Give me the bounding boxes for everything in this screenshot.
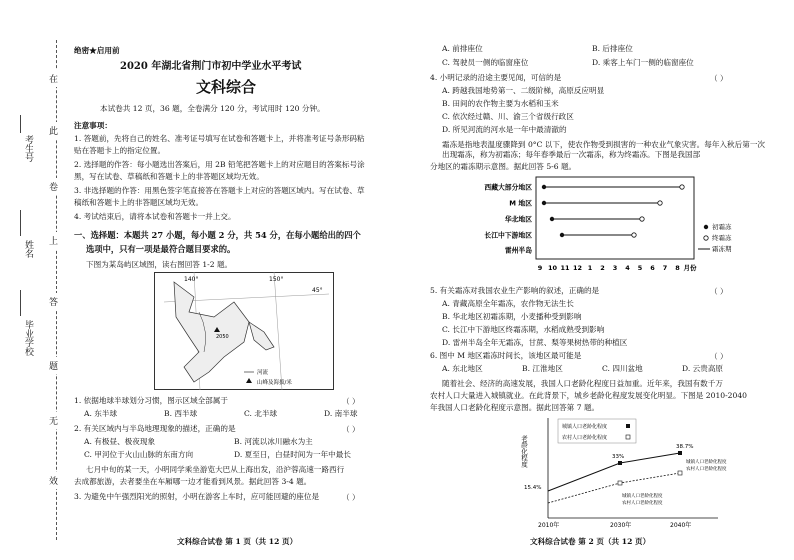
q1-option-c[interactable]: C. 北半球 <box>244 409 278 418</box>
frost-month-tick: 9 <box>537 264 543 272</box>
first-frost-point <box>542 185 546 189</box>
notice-line: 4. 考试结束后，请将本试卷和答题卡一并上交。 <box>74 212 236 221</box>
frost-month-tick: 10 <box>547 264 558 272</box>
frost-region-label: M 地区 <box>509 199 532 208</box>
question-1: 1. 依据地球半球划分习惯，图示区域全部属于 <box>74 396 228 405</box>
frost-region-label: 长江中下游地区 <box>484 231 532 240</box>
q6-option-b[interactable]: B. 江淮地区 <box>522 364 563 373</box>
frost-month-tick: 12 <box>572 264 583 272</box>
aging-x-tick: 2030年 <box>610 522 632 529</box>
frost-month-tick: 5 <box>637 264 643 272</box>
passage-2: 霜冻是指地表温度骤降到 0°C 以下，使农作物受到损害的一种农业气象灾害。每年入秋后第一次出现霜冻，称为初霜冻；每年春季最后一次霜冻，称为终霜冻。下图是我国部 <box>442 140 766 159</box>
margin-char: 题 <box>49 357 58 374</box>
margin-label-exam-no: 考生号 <box>23 135 33 162</box>
first-frost-point <box>560 233 564 237</box>
question-3: 3. 为避免中午强烈阳光的照射，小明在游客上车时，应可能回避的座位是 <box>74 492 320 501</box>
notice-line: 贴在答题卡上的指定位置。 <box>74 146 166 155</box>
aging-legend-rural: 农村人口老龄化程度 <box>562 435 608 441</box>
margin-label-school: 毕业学校 <box>23 320 33 356</box>
frost-month-tick: 4 <box>625 264 630 272</box>
passage-2b: 分地区的霜冻期示意图。据此回答 5-6 题。 <box>430 162 577 171</box>
frost-month-tick: 3 <box>612 264 618 272</box>
exam-page-1 <box>72 0 402 560</box>
frost-period-chart <box>460 175 756 280</box>
page-footer: 文科综合试卷 第 1 页（共 12 页） <box>177 537 298 546</box>
question-4: 4. 小明记录的沿途主要见闻，可信的是 <box>430 73 562 82</box>
passage-1b: 去成都旅游，去者要坐在车厢哪一边才能看到风景。据此回答 3-4 题。 <box>74 477 312 486</box>
passage-3b: 农村人口大量进入城镇就业。在此背景下，城乡老龄化程度发展变化明显。下图是 2010-2040 <box>430 391 748 400</box>
frost-month-tick: 2 <box>600 264 605 272</box>
q5-option-d[interactable]: D. 雷州半岛全年无霜冻，甘蔗、梨等果树热带的种植区 <box>442 338 628 347</box>
q3-options-row1 <box>442 44 742 54</box>
margin-label-name: 姓名 <box>23 240 33 258</box>
aging-x-tick: 2010年 <box>538 522 560 529</box>
q6-option-a[interactable]: A. 东北地区 <box>442 364 483 373</box>
q2-option-b[interactable]: B. 河流以冰川融水为主 <box>234 437 313 446</box>
map-lon-label: 150° <box>269 276 284 283</box>
margin-char: 无 <box>49 412 58 429</box>
map-peak-label: 2050 <box>216 334 229 340</box>
margin-char: 答 <box>49 293 58 310</box>
aging-chart <box>520 413 727 533</box>
q5-option-b[interactable]: B. 华北地区初霜冻期，小麦播种受到影响 <box>442 312 582 321</box>
frost-month-tick: 月份 <box>683 264 697 272</box>
last-frost-point <box>632 233 636 237</box>
q2-options-row2 <box>84 450 384 460</box>
q4-option-d[interactable]: D. 所见河流的河水是一年中最清澈的 <box>442 125 567 134</box>
frost-region-label: 华北地区 <box>504 215 532 224</box>
q6-options <box>442 364 762 374</box>
margin-char: 卷 <box>49 178 58 195</box>
map-lon-label: 140° <box>184 276 199 283</box>
map-lat-label: 45° <box>312 287 323 294</box>
answer-paren: （ ） <box>342 425 360 434</box>
map-legend-peak: 山峰及海拔/米 <box>257 380 292 386</box>
q4-option-a[interactable]: A. 跨越我国地势第一、二级阶梯，高原反应明显 <box>442 86 605 95</box>
last-frost-point <box>640 217 644 221</box>
first-frost-point <box>542 201 546 205</box>
aging-label: 38.7% <box>676 444 694 450</box>
frost-region-label: 西藏大部分地区 <box>484 183 532 192</box>
passage-3: 随着社会、经济的高速发展，我国人口老龄化程度日益加重。近年来，我国有数千万 <box>442 379 723 388</box>
margin-char: 上 <box>49 232 58 249</box>
answer-paren: （ ） <box>710 287 728 296</box>
map-intro: 下图为某岛屿区域图，读右图回答 1-2 题。 <box>86 260 233 269</box>
binding-line <box>56 40 57 540</box>
frost-month-tick: 11 <box>560 264 570 272</box>
passage-1: 七月中旬的某一天，小明同学乘坐游览大巴从上海出发，沿沪蓉高速一路西行 <box>86 465 345 474</box>
first-frost-point <box>550 217 554 221</box>
frost-month-tick: 1 <box>587 264 593 272</box>
page-footer: 文科综合试卷 第 2 页（共 12 页） <box>530 537 651 546</box>
island-map <box>154 272 334 390</box>
aging-label: 农村人口老龄化程度 <box>622 501 663 506</box>
q3-option-d[interactable]: D. 乘客上车门一侧的临窗座位 <box>592 58 694 67</box>
notice-line: 黑，写在试卷、草稿纸和答题卡上的非答题区域均无效。 <box>74 172 264 181</box>
q4-option-b[interactable]: B. 田间的农作物主要为水稻和玉米 <box>442 99 559 108</box>
last-frost-point <box>658 201 662 205</box>
exam-intro: 本试卷共 12 页，36 题，全卷满分 120 分，考试用时 120 分钟。 <box>100 104 325 113</box>
aging-label: 33% <box>612 454 625 460</box>
answer-paren: （ ） <box>710 74 728 83</box>
q2-option-d[interactable]: D. 夏至日，白昼时间为一年中最长 <box>234 450 351 459</box>
secret-label: 绝密★启用前 <box>74 46 120 55</box>
q5-option-a[interactable]: A. 青藏高原全年霜冻，农作物无法生长 <box>442 299 574 308</box>
answer-paren: （ ） <box>710 352 728 361</box>
aging-label: 城镇人口老龄化程度 <box>622 494 663 499</box>
exam-title: 2020 年湖北省荆门市初中学业水平考试 <box>120 61 302 72</box>
legend-frost-period: 霜冻期 <box>712 245 732 253</box>
notice-line: 稿纸和答题卡上的非答题区域均无效。 <box>74 198 204 207</box>
q3-option-c[interactable]: C. 驾驶员一侧的临窗座位 <box>442 58 529 67</box>
aging-legend-urban: 城镇人口老龄化程度 <box>562 424 608 430</box>
map-legend-river: 河流 <box>257 370 269 376</box>
legend-last-frost: 终霜冻 <box>712 234 732 242</box>
notice-line: 1. 答题前，先将自己的姓名、准考证号填写在试卷和答题卡上，并将准考证号条形码粘 <box>74 134 365 143</box>
exam-page-2 <box>420 0 770 560</box>
aging-y-label: 老龄化程度 <box>520 435 528 468</box>
exam-subject: 文科综合 <box>196 78 257 96</box>
frost-month-tick: 6 <box>650 264 655 272</box>
aging-label: 城镇人口老龄化程度 <box>686 460 727 465</box>
q3-option-b[interactable]: B. 后排座位 <box>592 44 633 53</box>
question-2: 2. 有关区域内与半岛地理现象的描述，正确的是 <box>74 424 236 433</box>
section-title-2: 选项中，只有一项是最符合题目要求的。 <box>86 244 236 254</box>
aging-label: 15.4% <box>524 485 542 491</box>
q1-option-a[interactable]: A. 东半球 <box>84 409 118 418</box>
q6-option-c[interactable]: C. 四川盆地 <box>602 364 643 373</box>
notice-line: 3. 非选择题的作答：用黑色签字笔直接答在答题卡上对应的答题区域内。写在试卷、草 <box>74 186 365 195</box>
section-title: 一、选择题：本题共 27 小题，每小题 2 分，共 54 分，在每小题给出的四个 <box>74 230 361 240</box>
q1-option-d[interactable]: D. 南半球 <box>324 409 358 418</box>
margin-char: 此 <box>49 122 58 139</box>
q1-options <box>84 409 404 419</box>
binding-margin <box>0 0 70 560</box>
margin-char: 在 <box>49 70 58 87</box>
answer-paren: （ ） <box>342 397 360 406</box>
frost-month-tick: 8 <box>675 264 680 272</box>
question-5: 5. 有关霜冻对我国农业生产影响的叙述，正确的是 <box>430 286 600 295</box>
question-6: 6. 图中 M 地区霜冻时间长，该地区最可能是 <box>430 351 582 360</box>
passage-3c: 年我国人口老龄化程度示意图。据此回答第 7 题。 <box>430 403 600 412</box>
aging-x-tick: 2040年 <box>670 522 692 529</box>
q3-option-a[interactable]: A. 前排座位 <box>442 44 483 53</box>
frost-month-tick: 7 <box>662 264 668 272</box>
last-frost-point <box>680 185 684 189</box>
q1-option-b[interactable]: B. 西半球 <box>164 409 198 418</box>
aging-label: 农村人口老龄化程度 <box>686 467 727 472</box>
q6-option-d[interactable]: D. 云贵高原 <box>682 364 724 373</box>
margin-char: 效 <box>49 472 58 489</box>
frost-region-label: 雷州半岛 <box>504 246 532 255</box>
notice-title: 注意事项： <box>74 121 112 130</box>
answer-paren: （ ） <box>342 493 360 502</box>
q2-option-a[interactable]: A. 有极昼、极夜现象 <box>84 437 156 446</box>
q5-option-c[interactable]: C. 长江中下游地区终霜冻期，水稻成熟受到影响 <box>442 325 605 334</box>
legend-first-frost: 初霜冻 <box>712 223 732 231</box>
q4-option-c[interactable]: C. 依次经过赣、川、渝三个省级行政区 <box>442 112 574 121</box>
q2-option-c[interactable]: C. 甲河位于火山山脉的东南方向 <box>84 450 194 459</box>
notice-line: 2. 选择题的作答：每小题选出答案后，用 2B 铅笔把答题卡上的对应题目的答案标号涂 <box>74 160 365 169</box>
q2-options-row1 <box>84 437 384 447</box>
q3-options-row2 <box>442 58 742 68</box>
